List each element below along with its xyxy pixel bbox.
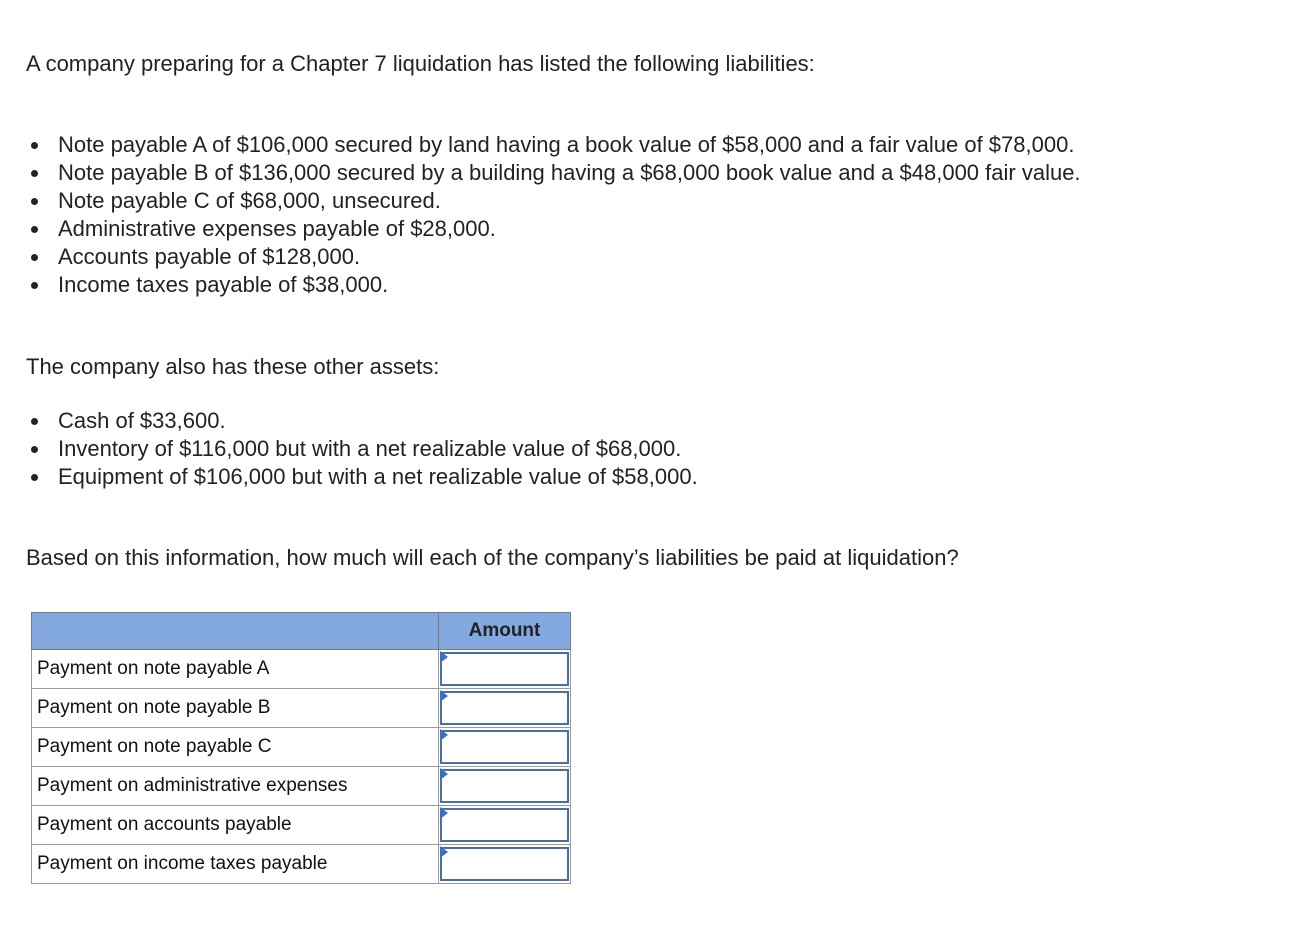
list-item: Inventory of $116,000 but with a net realizable value of $68,000. xyxy=(26,435,698,463)
assets-list xyxy=(26,407,698,491)
list-item: Income taxes payable of $38,000. xyxy=(26,271,1081,299)
amount-cell xyxy=(439,806,571,845)
header-amount-cell: Amount xyxy=(439,613,571,650)
list-item: Note payable A of $106,000 secured by land having a book value of $58,000 and a fair value of $78,000. xyxy=(26,131,1081,159)
list-item: Accounts payable of $128,000. xyxy=(26,243,1081,271)
table-row xyxy=(32,728,571,767)
liabilities-list xyxy=(26,131,1081,299)
amount-cell xyxy=(439,728,571,767)
list-item: Equipment of $106,000 but with a net realizable value of $58,000. xyxy=(26,463,698,491)
row-label: Payment on accounts payable xyxy=(32,806,439,845)
cell-marker-icon xyxy=(440,768,448,780)
table-row xyxy=(32,845,571,884)
amount-input-note-a[interactable] xyxy=(440,652,569,686)
cell-marker-icon xyxy=(440,651,448,663)
header-label-cell xyxy=(32,613,439,650)
cell-marker-icon xyxy=(440,729,448,741)
amount-input-note-b[interactable] xyxy=(440,691,569,725)
table-row xyxy=(32,767,571,806)
list-item: Administrative expenses payable of $28,000. xyxy=(26,215,1081,243)
table-header-row xyxy=(32,613,571,650)
amount-cell xyxy=(439,689,571,728)
question-text: Based on this information, how much will each of the company’s liabilities be paid at liquidation? xyxy=(26,545,959,570)
row-label: Payment on income taxes payable xyxy=(32,845,439,884)
cell-marker-icon xyxy=(440,846,448,858)
amount-input-admin-expenses[interactable] xyxy=(440,769,569,803)
amount-cell xyxy=(439,845,571,884)
amount-input-note-c[interactable] xyxy=(440,730,569,764)
cell-marker-icon xyxy=(440,690,448,702)
answer-table xyxy=(31,612,571,884)
amount-input-income-taxes[interactable] xyxy=(440,847,569,881)
intro-text: A company preparing for a Chapter 7 liquidation has listed the following liabilities: xyxy=(26,51,815,76)
list-item: Note payable B of $136,000 secured by a building having a $68,000 book value and a $48,000 fair value. xyxy=(26,159,1081,187)
row-label: Payment on note payable C xyxy=(32,728,439,767)
cell-marker-icon xyxy=(440,807,448,819)
table-row xyxy=(32,650,571,689)
amount-cell xyxy=(439,767,571,806)
amount-cell xyxy=(439,650,571,689)
row-label: Payment on note payable A xyxy=(32,650,439,689)
row-label: Payment on administrative expenses xyxy=(32,767,439,806)
table-row xyxy=(32,689,571,728)
list-item: Cash of $33,600. xyxy=(26,407,698,435)
table-row xyxy=(32,806,571,845)
row-label: Payment on note payable B xyxy=(32,689,439,728)
list-item: Note payable C of $68,000, unsecured. xyxy=(26,187,1081,215)
amount-input-accounts-payable[interactable] xyxy=(440,808,569,842)
assets-intro-text: The company also has these other assets: xyxy=(26,354,440,379)
